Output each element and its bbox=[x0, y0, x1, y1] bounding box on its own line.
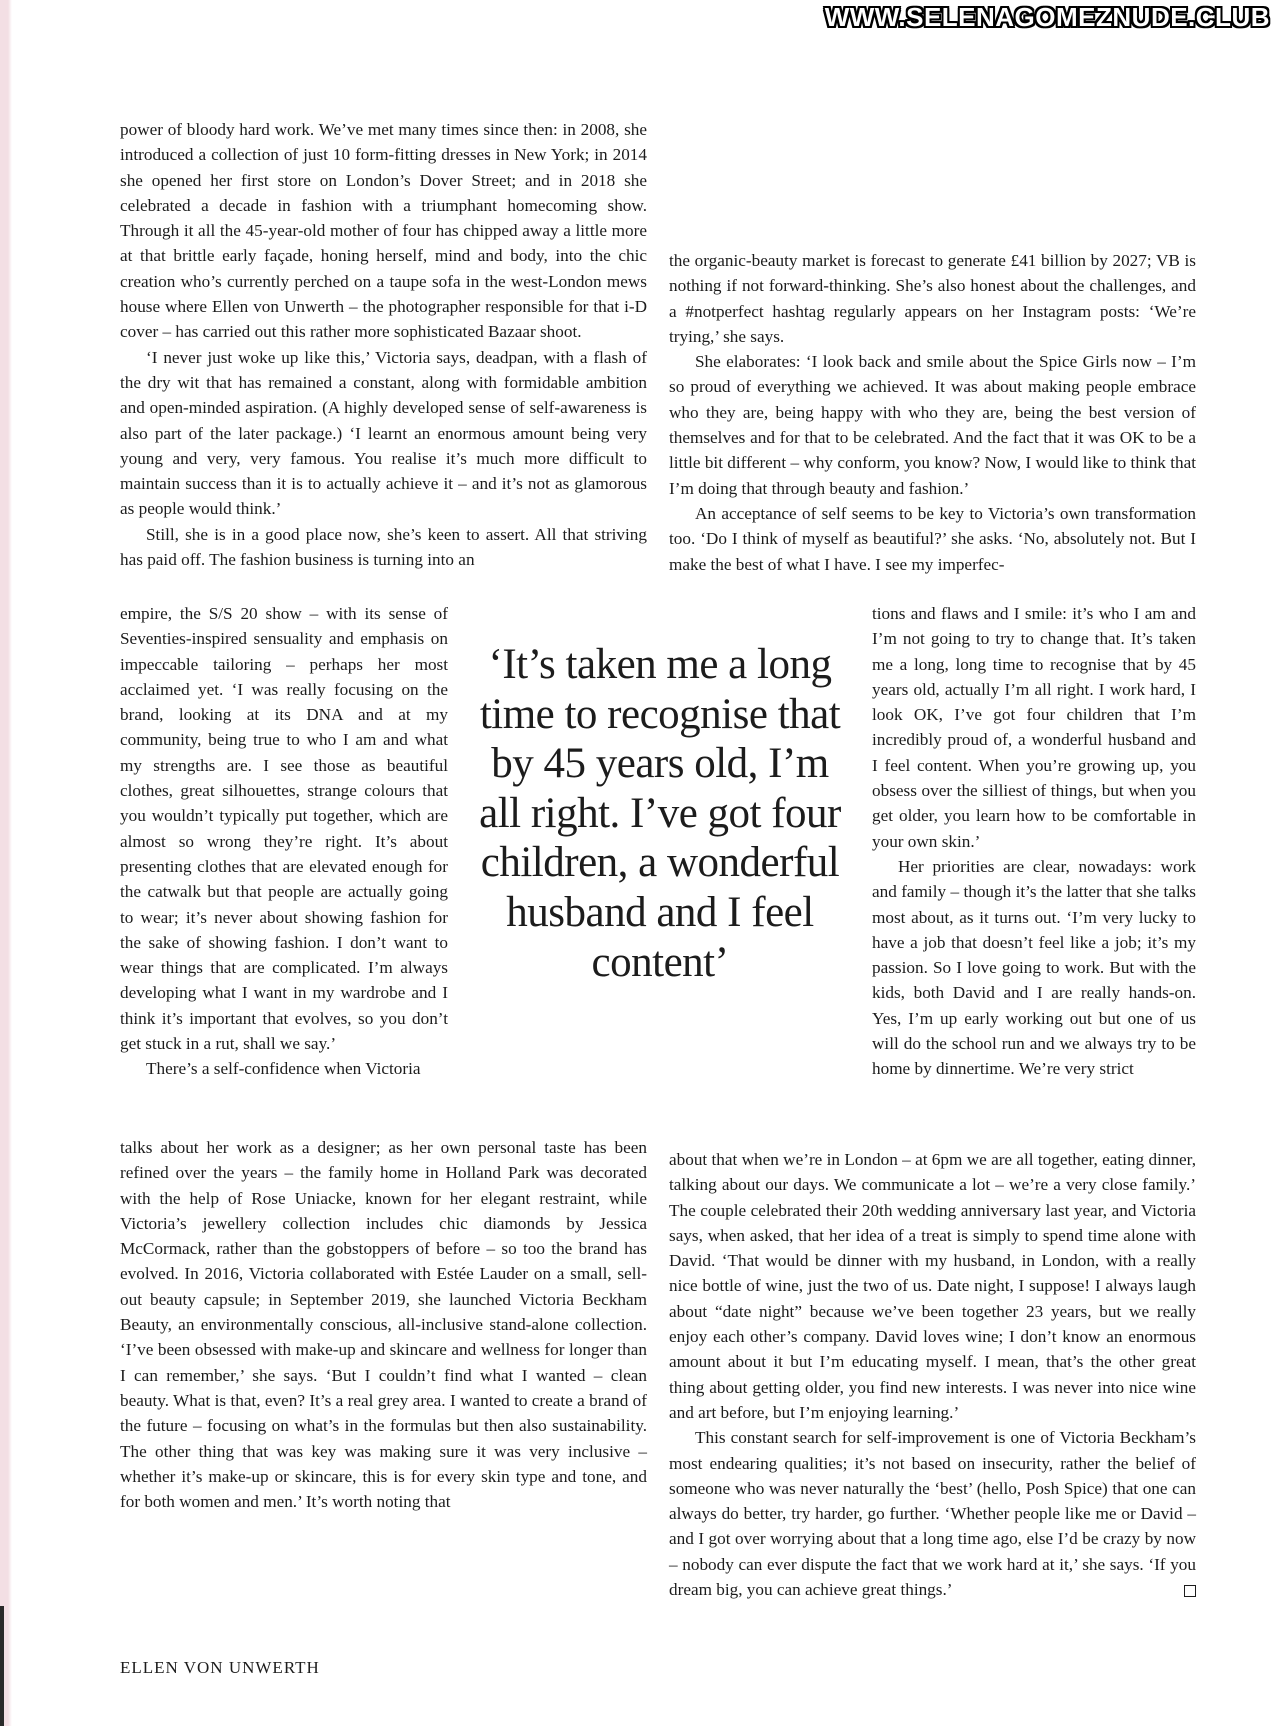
article-paragraph-text: This constant search for self-improvement is one of Victoria Beckham’s most endearing qualities; it’s not based on insecurity, rather the belief of someone who was never naturally the ‘best’ (hello, Posh Spice) that one can always do better, try harder, go further. ‘Whether people like me or David – and I got over worrying about that a long time ago, else I’d be crazy by now – nobody can ever dispute the fact that we work hard at it,’ she says. ‘If you dream big, you can achieve great things.’ bbox=[669, 1428, 1196, 1600]
article-column-left-bottom bbox=[120, 1135, 647, 1514]
article-paragraph: tions and flaws and I smile: it’s who I am and I’m not going to try to change that. It’s taken me a long, long time to recognise that by 45 years old, actually I’m all right. I work hard, I look OK, I’ve got four children that I’m incredibly proud of, a wonderful husband and I feel content. When you’re growing up, you obsess over the silliest of things, but when you get older, you learn how to be comfortable in your own skin.’ bbox=[872, 604, 1196, 851]
article-paragraph: An acceptance of self seems to be key to Victoria’s own transformation too. ‘Do I think of myself as beautiful?’ she asks. ‘No, absolutely not. But I make the best of what I have. I see my imperfec- bbox=[669, 503, 1196, 574]
article-column-right-wrap bbox=[872, 601, 1196, 1082]
pull-quote: ‘It’s taken me a long time to recognise that by 45 years old, I’m all right. I’ve got four children, a wonderful husband and I feel content’ bbox=[479, 641, 841, 986]
article-column-left-wrap bbox=[120, 601, 448, 1082]
article-paragraph: She elaborates: ‘I look back and smile about the Spice Girls now – I’m so proud of everything we achieved. It was about making people embrace who they are, being happy with who they are, being the best version of themselves and for that to be celebrated. And the fact that it was OK to be a little bit different – why conform, you know? Now, I would like to think that I’m doing that through beauty and fashion.’ bbox=[669, 352, 1196, 498]
end-mark-icon bbox=[1184, 1585, 1196, 1597]
article-column-left-top bbox=[120, 117, 647, 572]
page-edge bbox=[0, 0, 12, 1726]
article-paragraph: There’s a self-confidence when Victoria bbox=[146, 1059, 421, 1079]
article-paragraph bbox=[669, 1425, 1196, 1602]
article-paragraph: the organic-beauty market is forecast to generate £41 billion by 2027; VB is nothing if not forward-thinking. She’s also honest about the challenges, and a #notperfect hashtag regularly appears on her Instagram posts: ‘We’re trying,’ she says. bbox=[669, 251, 1196, 346]
article-paragraph: talks about her work as a designer; as her own personal taste has been refined over the years – the family home in Holland Park was decorated with the help of Rose Uniacke, known for her elegant restraint, while Victoria’s jewellery collection includes chic diamonds by Jessica McCormack, rather than the gobstoppers of before – so too the brand has evolved. In 2016, Victoria collaborated with Estée Lauder on a small, sell-out beauty capsule; in September 2019, she launched Victoria Beckham Beauty, an environmentally conscious, all-inclusive stand-alone collection. ‘I’ve been obsessed with make-up and skincare and wellness for longer than I can remember,’ she says. ‘But I couldn’t find what I wanted – clean beauty. What is that, even? It’s a real grey area. I wanted to create a brand of the future – focusing on what’s in the formulas but then also sustainability. The other thing that was key was making sure it was very inclusive – whether it’s make-up or skincare, this is for every skin type and tone, and for both women and men.’ It’s worth noting that bbox=[120, 1138, 647, 1512]
page-edge-shadow bbox=[0, 1606, 4, 1726]
article-paragraph: Her priorities are clear, nowadays: work and family – though it’s the latter that she talks most about, as it turns out. ‘I’m very lucky to have a job that doesn’t feel like a job; it’s my passion. So I love going to work. But with the kids, both David and I are really hands-on. Yes, I’m up early working out but one of us will do the school run and we always try to be home by dinnertime. We’re very strict bbox=[872, 856, 1196, 1079]
article-paragraph: empire, the S/S 20 show – with its sense of Seventies-inspired sensuality and emphasis on impeccable tailoring – perhaps her most acclaimed yet. ‘I was really focusing on the brand, looking at its DNA and at my community, being true to who I am and what my strengths are. I see those as beautiful clothes, great silhouettes, strange colours that you wouldn’t typically put together, which are almost so wrong they’re right. It’s about presenting clothes that are elevated enough for the catwalk but that people are actually going to wear; it’s never about showing fashion for the sake of showing fashion. I don’t want to wear things that are complicated. I’m always developing what I want in my wardrobe and I think it’s important that evolves, so you don’t get stuck in a rut, shall we say.’ bbox=[120, 604, 448, 1054]
watermark-text: WWW.SELENAGOMEZNUDE.CLUB bbox=[824, 2, 1270, 32]
article-paragraph: power of bloody hard work. We’ve met many times since then: in 2008, she introduced a collection of just 10 form-fitting dresses in New York; in 2014 she opened her first store on London’s Dover Street; and in 2018 she celebrated a decade in fashion with a triumphant homecoming show. Through it all the 45-year-old mother of four has chipped away a little more at that brittle early façade, honing herself, mind and body, into the chic creation who’s currently perched on a taupe sofa in the west-London mews house where Ellen von Unwerth – the photographer responsible for that i-D cover – has carried out this rather more sophisticated Bazaar shoot. bbox=[120, 120, 647, 342]
article-column-right-bottom bbox=[669, 1147, 1196, 1602]
article-paragraph: Still, she is in a good place now, she’s keen to assert. All that striving has paid off. The fashion business is turning into an bbox=[120, 524, 647, 570]
photo-credit: ELLEN VON UNWERTH bbox=[120, 1658, 320, 1677]
article-paragraph: about that when we’re in London – at 6pm we are all together, eating dinner, talking about our days. We communicate a lot – we’re a very close family.’ The couple celebrated their 20th wedding anniversary last year, and Victoria says, when asked, that her idea of a treat is simply to spend time alone with David. ‘That would be dinner with my husband, in London, with a really nice bottle of wine, just the two of us. Date night, I suppose! I always laugh about “date night” because we’ve been together 23 years, but we really enjoy each other’s company. David loves wine; I don’t know an enormous amount about it but I’m educating myself. I mean, that’s the other great thing about getting older, you find new interests. I was never into nice wine and art before, but I’m enjoying learning.’ bbox=[669, 1150, 1196, 1422]
article-paragraph: ‘I never just woke up like this,’ Victoria says, deadpan, with a flash of the dry wit that has remained a constant, along with formidable ambition and open-minded aspiration. (A highly developed sense of self-awareness is also part of the later package.) ‘I learnt an enormous amount being very young and very, very famous. You realise it’s much more difficult to maintain success than it is to actually achieve it – and it’s not as glamorous as people would think.’ bbox=[120, 347, 647, 519]
article-column-right-top bbox=[669, 248, 1196, 577]
